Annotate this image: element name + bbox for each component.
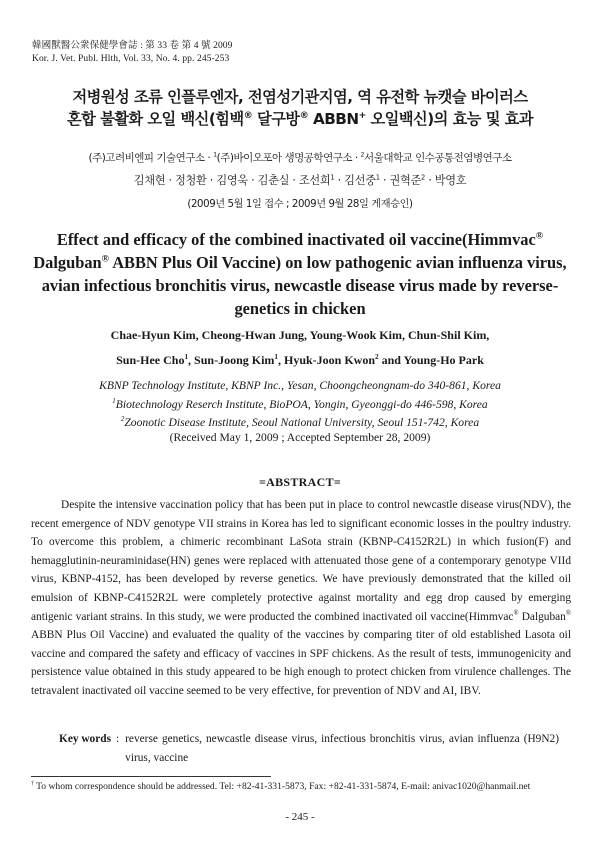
author-names: , Hyuk-Joon Kwon <box>278 353 376 367</box>
journal-header <box>32 40 233 66</box>
author-names: 김채현 · 정청환 · 김영욱 · 김춘실 · 조선희 <box>133 174 331 187</box>
abstract-text: Dalguban <box>518 610 566 623</box>
english-affiliations <box>0 377 600 433</box>
affiliation-part: 서울대학교 인수공통전염병연구소 <box>364 152 512 164</box>
affiliation-marker: 1 <box>184 353 189 361</box>
affiliation-marker: 1 <box>330 173 335 182</box>
affiliation-marker: 2 <box>120 415 125 424</box>
korean-title-line2 <box>0 108 600 130</box>
author-names: , Sun-Joong Kim <box>188 353 275 367</box>
affiliation-marker: 1 <box>274 353 278 361</box>
korean-title-part: 오일백신)의 효능 및 효과 <box>365 110 534 128</box>
english-title <box>30 228 570 320</box>
korean-affiliations <box>0 150 600 165</box>
abstract-text: ABBN Plus Oil Vaccine) and evaluated the quality of the vaccines by comparing titer of old established Lasota oil vaccine and compared the safety and efficacy of vaccines in SPF chickens. As the result of tests, immunogenicity and persistence value obtained in this study appeared to be high enough to protect chicken from virulence challenges. The tetravalent inactivated oil vaccine seemed to be very effective, for prevention of NDV and AI, IBV. <box>31 629 571 697</box>
affiliation-text: Zoonotic Disease Institute, Seoul National University, Seoul 151-742, Korea <box>124 416 480 429</box>
korean-title-line1: 저병원성 조류 인플루엔자, 전염성기관지염, 역 유전학 뉴캣슬 바이러스 <box>72 88 528 106</box>
registered-mark: ® <box>565 609 571 617</box>
keywords <box>59 730 559 767</box>
affiliation-part: (주)고려비엔피 기술연구소 · <box>88 152 214 164</box>
english-title-part: Dalguban <box>33 253 102 272</box>
english-received-date: (Received May 1, 2009 ; Accepted September 28, 2009) <box>169 431 431 444</box>
plus-mark: + <box>358 110 366 121</box>
keywords-separator: : <box>116 733 120 745</box>
author-names: · 김선중 <box>334 174 376 187</box>
affiliation-line <box>0 396 600 415</box>
author-names: Sun-Hee Cho <box>116 353 185 367</box>
footnote-text: To whom correspondence should be addressed. Tel: +82-41-331-5873, Fax: +82-41-331-5874, E-mail: anivac1020@hanmail.net <box>33 781 531 792</box>
footnote-mark: † <box>31 780 34 787</box>
footnote-divider <box>31 776 271 777</box>
affiliation-text: Biotechnology Reserch Institute, BioPOA, Yongin, Gyeonggi-do 446-598, Korea <box>115 397 488 411</box>
english-title-part: ABBN Plus Oil Vaccine) on low pathogenic avian influenza virus, avian infectious bronchitis virus, newcastle disease virus made by reverse-genetics in chicken <box>41 253 567 318</box>
affiliation-marker: 2 <box>360 151 365 159</box>
korean-authors <box>0 172 600 188</box>
affiliation-part: (주)바이오포아 생명공학연구소 · <box>216 152 361 164</box>
journal-header-korean: 韓國獸醫公衆保健學會誌 : 第 33 卷 第 4 號 2009 <box>32 41 233 51</box>
page-number: - 245 - <box>285 811 315 823</box>
author-names: and Young-Ho Park <box>378 353 484 367</box>
author-names: · 박영호 <box>424 174 467 187</box>
abstract-body <box>31 496 571 701</box>
korean-title-part: ABBN <box>308 110 359 128</box>
keywords-text: reverse genetics, newcastle disease virus, infectious bronchitis virus, avian influenza (H9N2) virus, vaccine <box>125 733 559 764</box>
affiliation-marker: 1 <box>213 151 217 159</box>
korean-received-date: (2009년 5월 1일 접수 ; 2009년 9월 28일 게재승인) <box>187 199 413 210</box>
affiliation-line <box>0 414 600 433</box>
english-authors-line2 <box>0 348 600 373</box>
author-names: · 권혁준 <box>379 174 421 187</box>
registered-mark: ® <box>535 230 544 242</box>
korean-title <box>0 86 600 130</box>
affiliation-marker: 1 <box>375 173 380 182</box>
english-authors <box>0 323 600 373</box>
korean-title-part: 혼합 불활화 오일 백신(힘백 <box>66 110 244 128</box>
affiliation-marker: 1 <box>112 396 116 405</box>
correspondence-footnote <box>31 780 576 793</box>
registered-mark: ® <box>299 110 309 121</box>
korean-title-part: 달구방 <box>252 110 300 128</box>
registered-mark: ® <box>513 609 519 617</box>
english-title-part: Effect and efficacy of the combined inactivated oil vaccine(Himmvac <box>56 230 536 249</box>
abstract-text: Despite the intensive vaccination policy that has been put in place to control newcastle disease virus(NDV), the recent emergence of NDV genotype VII strains in Korea has led to significant economic losses in the poultry industry. To overcome this problem, a chimeric recombinant LaSota strain (KBNP-C4152R2L) in which fusion(F) and hemagglutinin-neuraminidase(HN) genes were replaced with attenuated those gene of a contemporary genotype VIId virus, KBNP-4152, has been developed by reverse genetics. We have previously demonstrated that the killed oil emulsion of KBNP-C4152R2L were completely protective against mortality and egg drop caused by emerging antigenic variant strains. In this study, we were producted the combined inactivated oil vaccine(Himmvac <box>31 499 571 623</box>
journal-header-english: Kor. J. Vet. Publ. Hlth, Vol. 33, No. 4. pp. 245-253 <box>32 54 230 64</box>
registered-mark: ® <box>243 110 253 121</box>
keywords-label: Key words <box>59 733 111 745</box>
affiliation-marker: 2 <box>375 353 379 361</box>
registered-mark: ® <box>101 253 110 265</box>
abstract-heading: =ABSTRACT= <box>258 475 342 489</box>
affiliation-line: KBNP Technology Institute, KBNP Inc., Yesan, Choongcheongnam-do 340-861, Korea <box>99 379 501 392</box>
affiliation-marker: 2 <box>420 173 425 182</box>
english-authors-line1: Chae-Hyun Kim, Cheong-Hwan Jung, Young-Wook Kim, Chun-Shil Kim, <box>110 328 490 342</box>
